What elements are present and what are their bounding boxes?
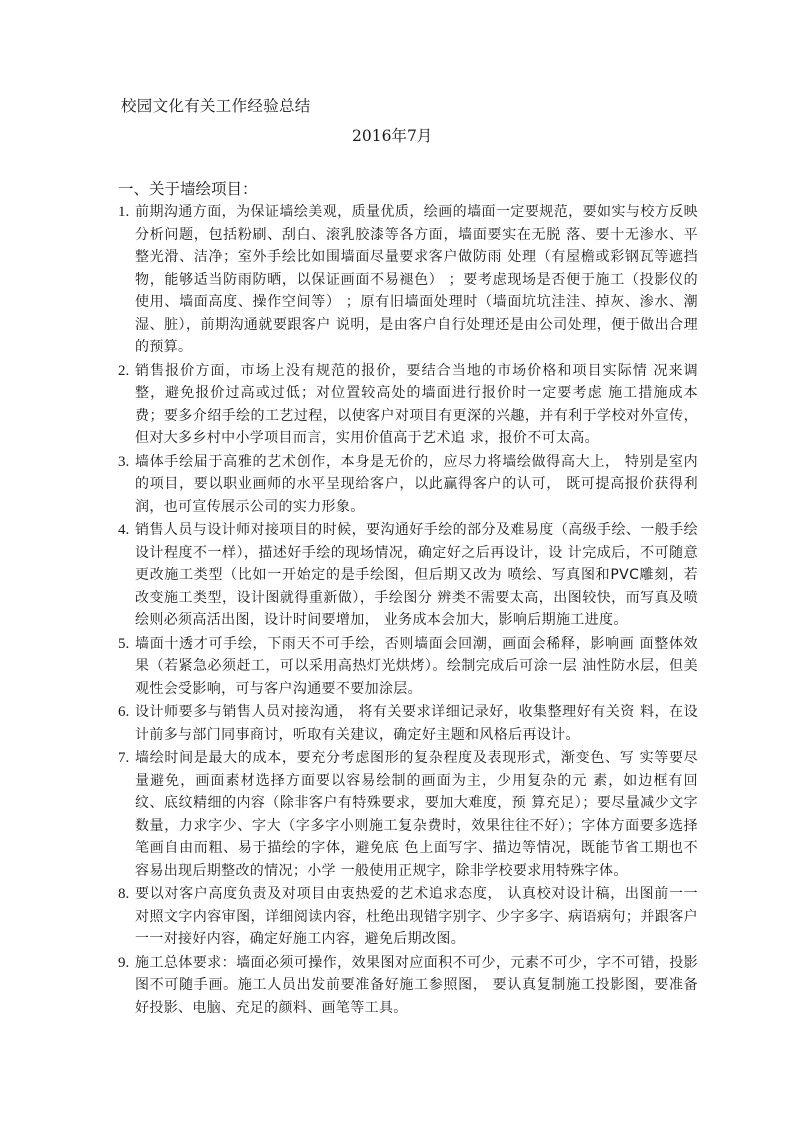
list-item xyxy=(118,360,698,450)
list-item-number: 8. xyxy=(118,886,130,902)
list-item-text: 前期沟通方面，为保证墙绘美观，质量优质，绘画的墙面一定要规范，要如实与校方反映分析问题，包括粉刷、刮白、滚乳胶漆等各方面，墙面要实在无脱 落、要十无渗水、平整光滑、洁净；室外手绘比如围墙面尽量要求客户做防雨 处理（有屋檐或彩钢瓦等遮挡物，能够适当防雨防晒，以保证画面不易褪色） ；要考虑现场是否便于施工（投影仪的使用、墙面高度、操作空间等） ；原有旧墙面处理时（墙面坑坑洼洼、掉灰、渗水、潮湿、脏），前期沟通就要跟客户 说明，是由客户自行处理还是由公司处理，便于做出合理的预算。 xyxy=(135,204,698,355)
list-item-text: 墙面十透才可手绘，下雨天不可手绘，否则墙面会回潮，画面会稀释，影响画 面整体效果（若紧急必须赶工，可以采用高热灯光烘烤）。绘制完成后可涂一层 油性防水层，但美观性会受影响，可与客户沟通要不要加涂层。 xyxy=(135,635,698,697)
list-item-text: 销售人员与设计师对接项目的时候，要沟通好手绘的部分及难易度（高级手绘、一般手绘设计程度不一样），描述好手绘的现场情况，确定好之后再设计，设 计完成后，不可随意更改施工类型（比如一开始定的是手绘图，但后期又改为 喷绘、写真图和PVC雕刻，若改变施工类型，设计图就得重新做），手绘图分 辨类不需要太高，出图较快，而写真及喷绘则必须高活出图，设计时间要增加， 业务成本会加大，影响后期施工进度。 xyxy=(135,522,698,628)
list-item xyxy=(118,701,698,746)
list-item-text: 施工总体要求：墙面必须可操作，效果图对应面积不可少，元素不可少，字不可错，投影图不可随手画。施工人员出发前要准备好施工参照图， 要认真复制施工投影图，要准备好投影、电脑、充足的颜料、画笔等工具。 xyxy=(135,954,698,1016)
list-item-number: 3. xyxy=(118,453,130,470)
list-item-text: 设计师要多与销售人员对接沟通， 将有关要求详细记录好，收集整理好有关资 料，在设计前多与部门同事商讨，听取有关建议，确定好主题和风格后再设计。 xyxy=(135,704,698,743)
list-item xyxy=(118,883,698,951)
list-item xyxy=(118,201,698,359)
list-item-text: 墙绘时间是最大的成本，要充分考虑图形的复杂程度及表现形式，渐变色、写 实等要尽量避免，画面素材选择方面要以容易绘制的画面为主，少用复杂的元 素，如边框有回纹、底纹精细的内容（除非客户有特殊要求，要加大难度，预 算充足）；要尽量减少文字数量，力求字少、字大（字多字小则施工复杂费时，效果往往不好）；字体方面要多选择笔画自由而粗、易于描绘的字体，避免底 色上面写字、描边等情况，既能节省工期也不容易出现后期整改的情况；小学 一般使用正规字，除非学校要求用特殊字体。 xyxy=(135,750,698,879)
list-item-text: 销售报价方面，市场上没有规范的报价，要结合当地的市场价格和项目实际情 况来调整，避免报价过高或过低；对位置较高处的墙面进行报价时一定要考虑 施工措施成本费；要多介绍手绘的工艺过程，以使客户对项目有更深的兴趣，并有利于学校对外宣传，但对大多乡村中小学项目而言，实用价值高于艺术追 求，报价不可太高。 xyxy=(135,362,698,446)
document-date: 2016年7月 xyxy=(352,127,433,145)
list-item xyxy=(118,451,698,519)
list-item-text: 墙体手绘届于高雅的艺术创作，本身是无价的，应尽力将墙绘做得高大上， 特别是室内的项目，要以职业画师的水平呈现给客户，以此赢得客户的认可， 既可提高报价获得利润，也可宣传展示公司的实力形象。 xyxy=(135,453,698,515)
list-item xyxy=(118,519,698,632)
list-item xyxy=(118,952,698,1020)
list-item-number: 6. xyxy=(118,704,130,720)
list-item xyxy=(118,747,698,882)
list-item-number: 7. xyxy=(118,750,130,766)
list-item-number: 1. xyxy=(118,204,130,220)
list-item-text: 要以对客户高度负责及对项目由衷热爱的艺术追求态度， 认真校对设计稿，出图前一一对照文字内容审图，详细阅读内容，杜绝出现错字别字、少字多字、病语病句；并跟客户一一对接好内容，确定好施工内容，避免后期改图。 xyxy=(135,886,698,947)
list-item-number: 9. xyxy=(118,954,130,971)
list-item-number: 5. xyxy=(118,635,130,652)
section-heading: 一、关于墙绘项目： xyxy=(118,180,258,198)
list-item-number: 2. xyxy=(118,362,130,379)
list-item-number: 4. xyxy=(118,522,130,538)
list-item xyxy=(118,633,698,701)
numbered-list xyxy=(118,201,698,1019)
document-title: 校园文化有关工作经验总结 xyxy=(121,97,311,115)
